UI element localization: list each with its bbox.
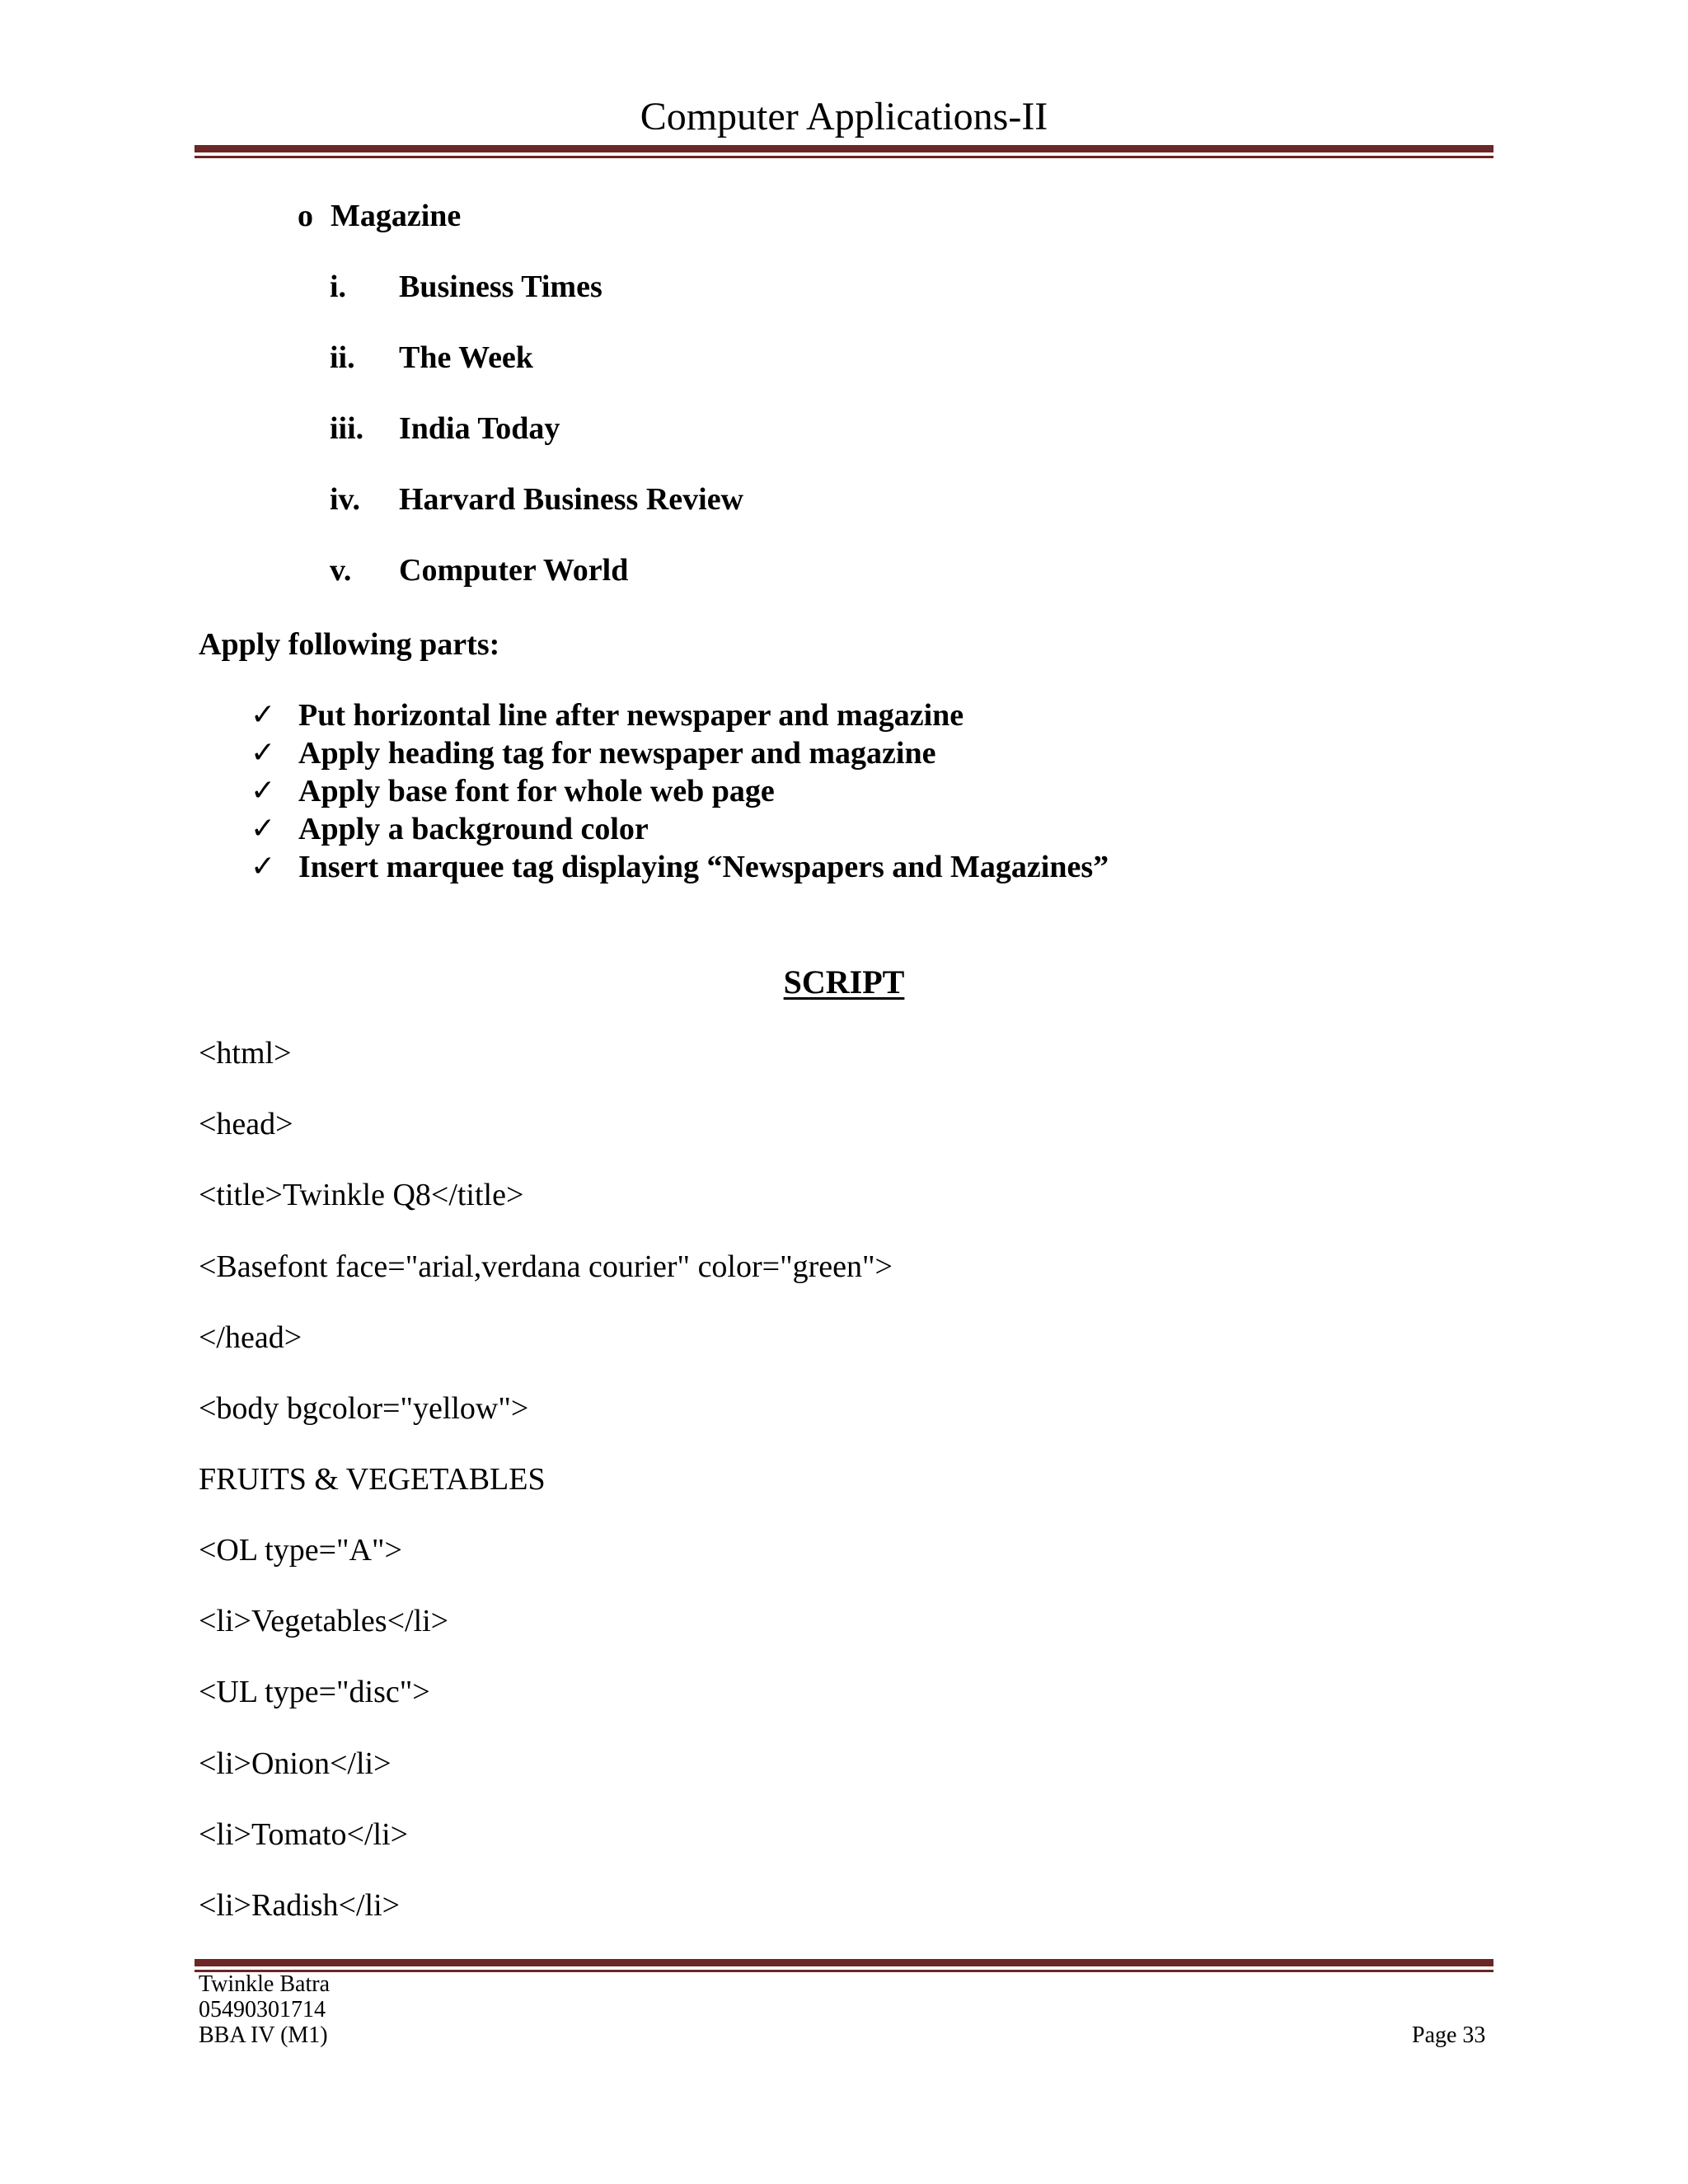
checklist-item: Insert marquee tag displaying “Newspapers and Magazines”	[298, 850, 1109, 884]
code-line: <li>Tomato</li>	[199, 1817, 409, 1852]
checkmark-icon: ✓	[251, 774, 276, 807]
script-heading	[0, 963, 1688, 1001]
apply-heading: Apply following parts:	[199, 627, 500, 662]
code-line: <html>	[199, 1036, 292, 1071]
footer-rule	[195, 1959, 1493, 1972]
list-item: Harvard Business Review	[399, 482, 743, 517]
code-line: <head>	[199, 1107, 293, 1141]
code-line: <li>Radish</li>	[199, 1888, 401, 1923]
code-line: <UL type="disc">	[199, 1675, 430, 1709]
checklist-item: Apply heading tag for newspaper and magazine	[298, 736, 936, 771]
footer-class: BBA IV (M1)	[199, 2022, 328, 2048]
footer-roll-number: 05490301714	[199, 1997, 326, 2022]
list-item: Computer World	[399, 553, 629, 588]
checkmark-icon: ✓	[251, 736, 276, 769]
script-heading-text: SCRIPT	[783, 963, 905, 1001]
list-item-numeral: v.	[330, 553, 352, 588]
code-line: FRUITS & VEGETABLES	[199, 1462, 546, 1497]
code-line: <li>Vegetables</li>	[199, 1604, 449, 1638]
code-line: <body bgcolor="yellow">	[199, 1391, 529, 1426]
page-header-title: Computer Applications-II	[640, 95, 1048, 138]
magazine-label: Magazine	[331, 199, 462, 233]
checklist-item: Put horizontal line after newspaper and magazine	[298, 698, 964, 733]
code-line: <title>Twinkle Q8</title>	[199, 1178, 524, 1212]
footer-info	[199, 1971, 330, 2048]
checklist-item: Apply a background color	[298, 812, 649, 846]
checklist-item: Apply base font for whole web page	[298, 774, 775, 808]
header-rule	[195, 145, 1493, 158]
list-item: Business Times	[399, 269, 603, 304]
list-item-numeral: ii.	[330, 340, 355, 375]
list-item: India Today	[399, 411, 560, 446]
code-line: </head>	[199, 1320, 302, 1355]
list-item: The Week	[399, 340, 533, 375]
list-item-numeral: i.	[330, 269, 347, 304]
footer-name: Twinkle Batra	[199, 1971, 330, 1997]
checkmark-icon: ✓	[251, 812, 276, 845]
list-item-numeral: iii.	[330, 411, 364, 446]
checkmark-icon: ✓	[251, 698, 276, 731]
magazine-bullet: o	[298, 199, 313, 233]
code-line: <li>Onion</li>	[199, 1746, 392, 1781]
page-number: Page 33	[1412, 2022, 1486, 2048]
checkmark-icon: ✓	[251, 850, 276, 883]
code-line: <Basefont face="arial,verdana courier" color="green">	[199, 1249, 893, 1284]
code-line: <OL type="A">	[199, 1533, 402, 1568]
list-item-numeral: iv.	[330, 482, 360, 517]
